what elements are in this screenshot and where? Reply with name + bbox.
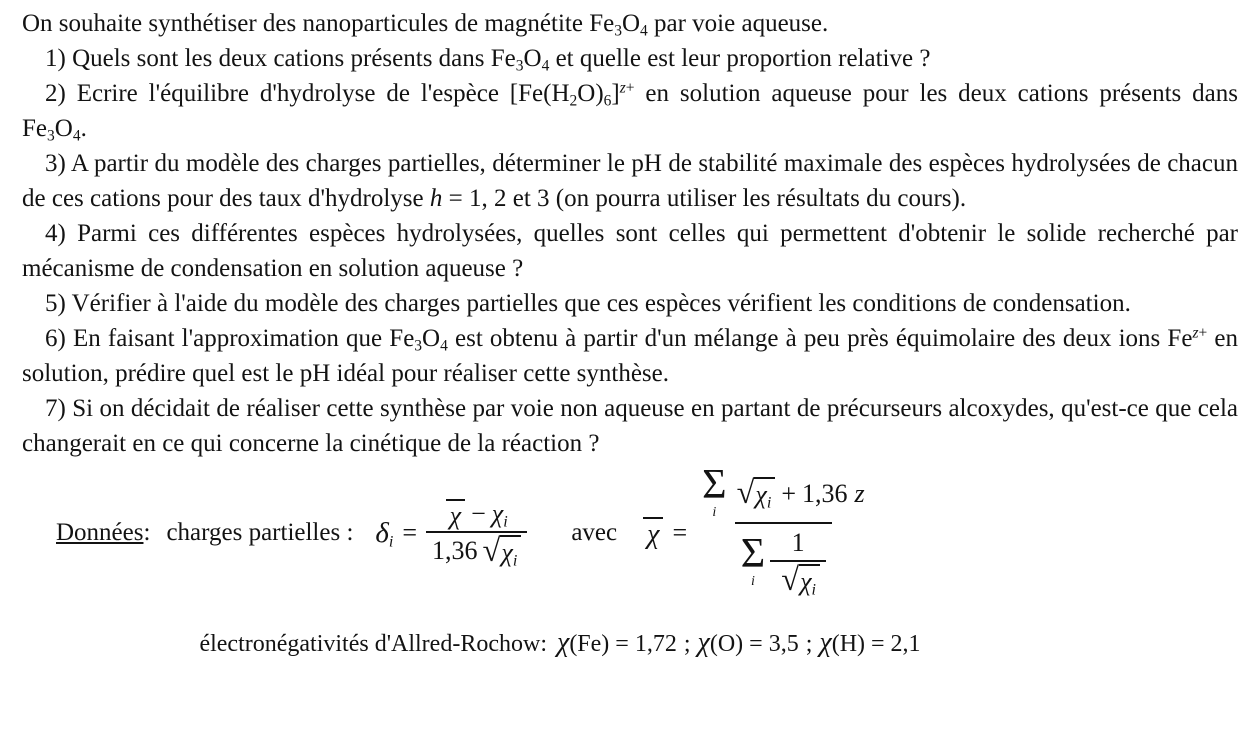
charges-partielles-label: charges partielles :	[166, 519, 354, 546]
radical-sign-icon: √	[736, 475, 755, 512]
equals-sign: =	[672, 517, 688, 547]
separator: ;	[683, 631, 691, 657]
partial-charge-formula	[375, 497, 527, 570]
chi-bar-fraction	[696, 462, 871, 600]
question-4: 4) Parmi ces différentes espèces hydrolysées, quelles sont celles qui permettent d'obtenir le solide recherché par mécanisme de condensation en solution aqueuse ?	[22, 220, 1238, 282]
equals-sign: =	[402, 518, 418, 547]
donnees-label: Données:	[56, 519, 151, 546]
chi-bar-symbol: χ	[643, 517, 663, 549]
radicand: $\chi_i$	[500, 535, 521, 568]
intro-paragraph: On souhaite synthétiser des nanoparticules de magnétite $Fe_3O_4$ par voie aqueuse.	[22, 10, 829, 40]
inverse-sqrt-fraction	[770, 526, 826, 599]
summation-icon: Σ i	[740, 530, 766, 589]
chi-bar-numerator	[696, 462, 871, 522]
electronegativities-label: électronégativités d'Allred-Rochow:	[199, 631, 547, 657]
radicand: $\chi_i$	[799, 564, 820, 597]
delta-fraction	[426, 497, 527, 570]
square-root	[737, 477, 776, 510]
one: 1	[791, 528, 805, 558]
question-7: 7) Si on décidait de réaliser cette synthèse par voie non aqueuse en partant de précurseurs alcoxydes, qu'est-ce que cela changerait en ce qui concerne la cinétique de la réaction ?	[22, 395, 1238, 457]
delta-fraction-numerator	[440, 497, 514, 531]
chi-i-symbol: $\chi_i$	[491, 498, 508, 531]
chi-bar-denominator	[735, 522, 832, 601]
radical-sign-icon: √	[781, 562, 800, 599]
mean-electronegativity-formula	[643, 462, 871, 600]
question-2: 2) Ecrire l'équilibre d'hydrolyse de l'espèce $[Fe(H_2O)_6]^{z+}$ en solution aqueuse pour les deux cations présents dans $Fe_3O_4$.	[22, 79, 1238, 145]
avec-label: avec	[571, 519, 618, 546]
chi-o-value: χ(O) = 3,5	[697, 627, 799, 658]
square-root	[482, 532, 522, 570]
question-5: 5) Vérifier à l'aide du modèle des charges partielles que ces espèces vérifient les conditions de condensation.	[45, 290, 1131, 317]
question-1: 1) Quels sont les deux cations présents dans $Fe_3O_4$ et quelle est leur proportion relative ?	[45, 45, 931, 75]
donnees-section	[56, 463, 1238, 603]
summation-icon: Σ i	[702, 462, 727, 521]
coefficient: 1,36	[802, 478, 848, 508]
radical-sign-icon: √	[482, 532, 501, 569]
chi-bar-symbol: χ	[446, 499, 465, 529]
chi-h-value: χ(H) = 2,1	[819, 627, 921, 658]
chi-fe-value: χ(Fe) = 1,72	[556, 627, 677, 658]
donnees-colon: :	[143, 519, 151, 546]
minus-sign: −	[471, 498, 486, 528]
plus-sign: +	[781, 478, 797, 508]
electronegativities-line	[22, 627, 1238, 659]
coefficient: 1,36	[432, 536, 478, 565]
separator: ;	[805, 631, 813, 657]
delta-fraction-denominator	[426, 531, 527, 570]
question-3: 3) A partir du modèle des charges partielles, déterminer le pH de stabilité maximale des espèces hydrolysées de chacun de ces cations pour des taux d'hydrolyse h = 1, 2 et 3 (on pourra utiliser les résultats du cours).	[22, 150, 1238, 212]
square-root	[781, 564, 820, 597]
sqrt-chi-denominator	[770, 560, 826, 599]
delta-symbol: $\delta_i$	[375, 516, 394, 550]
charge-z-symbol: z	[854, 478, 865, 508]
radicand: $\chi_i$	[754, 477, 775, 510]
question-6: 6) En faisant l'approximation que $Fe_3O_4$ est obtenu à partir d'un mélange à peu près équimolaire des deux ions $Fe^{z+}$ en solution, prédire quel est le pH idéal pour réaliser cette synthèse.	[22, 324, 1238, 387]
